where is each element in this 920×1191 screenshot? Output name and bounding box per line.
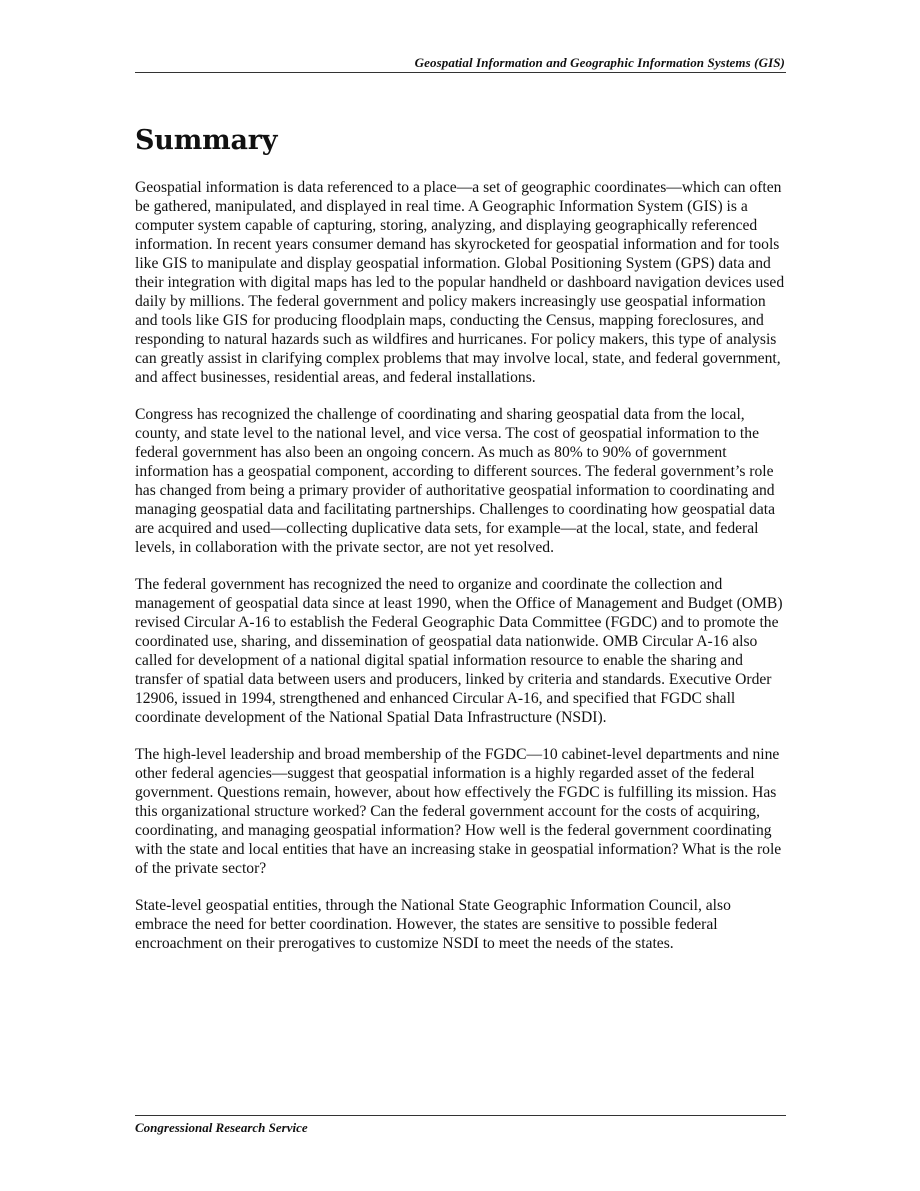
paragraph-geospatial-definition: Geospatial information is data referenced to a place—a set of geographic coordinates—which can often be gathered, manipulated, and displayed in real time. A Geographic Information System (GIS) is a computer system capable of capturing, storing, analyzing, and displaying geographically referenced information. In recent years consumer demand has skyrocketed for geospatial information and for tools like GIS to manipulate and display geospatial information. Global Positioning System (GPS) data and their integration with digital maps has led to the popular handheld or dashboard navigation devices used daily by millions. The federal government and policy makers increasingly use geospatial information and tools like GIS for producing floodplain maps, conducting the Census, mapping foreclosures, and responding to natural hazards such as wildfires and hurricanes. For policy makers, this type of analysis can greatly assist in clarifying complex problems that may involve local, state, and federal government, and affect businesses, residential areas, and federal installations.	[135, 179, 785, 386]
running-header: Geospatial Information and Geographic Information Systems (GIS)	[414, 55, 785, 70]
paragraph-congress-challenge: Congress has recognized the challenge of coordinating and sharing geospatial data from the local, county, and state level to the national level, and vice versa. The cost of geospatial information to the federal government has also been an ongoing concern. As much as 80% to 90% of government information has a geospatial component, according to different sources. The federal government’s role has changed from being a primary provider of authoritative geospatial information to coordinating and managing geospatial data and facilitating partnerships. Challenges to coordinating how geospatial data are acquired and used—collecting duplicative data sets, for example—at the local, state, and federal levels, in collaboration with the private sector, are not yet resolved.	[135, 406, 776, 556]
summary-body	[135, 178, 787, 971]
paragraph-fgdc-leadership: The high-level leadership and broad membership of the FGDC—10 cabinet-level departments and nine other federal agencies—suggest that geospatial information is a highly regarded asset of the federal government. Questions remain, however, about how effectively the FGDC is fulfilling its mission. Has this organizational structure worked? Can the federal government account for the costs of acquiring, coordinating, and managing geospatial information? How well is the federal government coordinating with the state and local entities that have an increasing stake in geospatial information? What is the role of the private sector?	[135, 746, 782, 877]
footer-publisher: Congressional Research Service	[135, 1120, 308, 1135]
paragraph-federal-coordination: The federal government has recognized the need to organize and coordinate the collection and management of geospatial data since at least 1990, when the Office of Management and Budget (OMB) revised Circular A-16 to establish the Federal Geographic Data Committee (FGDC) and to promote the coordinated use, sharing, and dissemination of geospatial data nationwide. OMB Circular A-16 also called for development of a national digital spatial information resource to enable the sharing and transfer of spatial data between users and producers, linked by criteria and standards. Executive Order 12906, issued in 1994, strengthened and enhanced Circular A-16, and specified that FGDC shall coordinate development of the National Spatial Data Infrastructure (NSDI).	[135, 576, 783, 726]
header-rule	[135, 72, 786, 73]
paragraph-state-entities: State-level geospatial entities, through the National State Geographic Information Council, also embrace the need for better coordination. However, the states are sensitive to possible federal encroachment on their prerogatives to customize NSDI to meet the needs of the states.	[135, 897, 731, 952]
section-title: Summary	[135, 125, 278, 156]
footer-rule	[135, 1115, 786, 1116]
